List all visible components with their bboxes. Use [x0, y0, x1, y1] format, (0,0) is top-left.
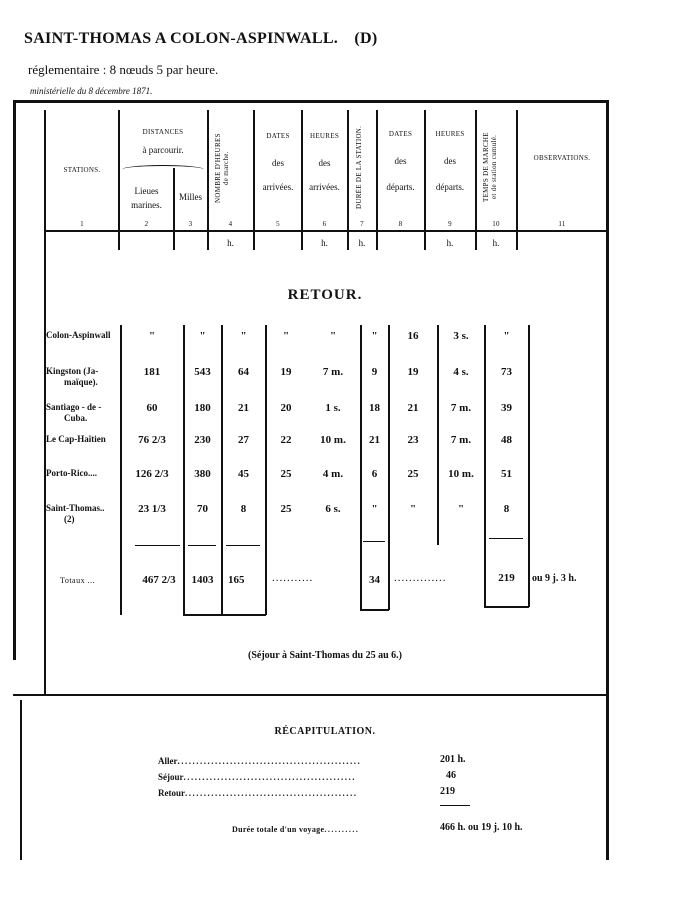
- col-header-distances: DISTANCES: [142, 128, 184, 136]
- station-name: Santiago - de -: [46, 402, 102, 412]
- cell-date-arr: 19: [280, 366, 292, 378]
- cell-date-arr: 25: [280, 468, 292, 480]
- totals-box-bottom: [183, 614, 266, 616]
- dot-leader: ..............................................: [183, 772, 356, 782]
- sum-rule: [135, 545, 180, 546]
- dot-leader: ..............................................: [185, 788, 358, 798]
- recap-aller-value: 201 h.: [440, 754, 466, 765]
- col-sep: [207, 110, 209, 250]
- col-header-dates-dep-3: départs.: [386, 182, 415, 192]
- col-number: 10: [492, 220, 500, 228]
- header-rule: [44, 230, 606, 232]
- recap-total-label: Durée totale d'un voyage: [232, 825, 325, 834]
- col-header-heures-arr-2: des: [318, 158, 331, 168]
- cell-date-dep: ": [409, 503, 417, 515]
- cell-lieues: ": [148, 330, 156, 342]
- speed-line: réglementaire : 8 nœuds 5 par heure.: [28, 62, 219, 77]
- row-station: [46, 503, 105, 525]
- cell-heure-arr: 6 s.: [325, 503, 341, 515]
- recap-sejour-row: [158, 772, 356, 782]
- recap-sejour-value: 46: [446, 770, 456, 781]
- cell-milles: 380: [194, 468, 211, 480]
- recap-retour-row: [158, 788, 358, 798]
- col-number: 9: [448, 220, 452, 228]
- row-station: [46, 330, 111, 341]
- row-station: [46, 402, 101, 424]
- dot-leader: ..........: [324, 825, 360, 834]
- cell-date-arr: ": [282, 330, 290, 342]
- cell-milles: 543: [194, 366, 211, 378]
- sum-rule: [363, 541, 385, 542]
- heures-marche-l1: NOMBRE D'HEURES: [214, 133, 222, 203]
- unit-h: h.: [358, 238, 366, 248]
- temps-l1: TEMPS DE MARCHE: [482, 132, 490, 202]
- title-letter: (D): [354, 30, 378, 47]
- station-name-cont: Cuba.: [64, 413, 88, 423]
- col-number: 2: [144, 220, 149, 228]
- cell-date-dep: 23: [407, 434, 419, 446]
- recap-retour-value: 219: [440, 786, 455, 797]
- cell-temps: 73: [501, 366, 512, 378]
- col-header-heures-marche: [214, 118, 230, 218]
- title-text: SAINT-THOMAS A COLON-ASPINWALL.: [24, 30, 339, 47]
- row-station: [46, 434, 106, 445]
- unit-h: h.: [321, 238, 328, 248]
- sum-rule: [226, 545, 260, 546]
- recap-total-value: 466 h. ou 19 j. 10 h.: [440, 822, 523, 833]
- col-sep: [475, 110, 477, 250]
- cell-heures: 64: [238, 366, 249, 378]
- col-header-heures-dep: HEURES: [435, 130, 465, 138]
- col-header-dates-arr: DATES: [266, 132, 290, 140]
- totals-heures: 165: [228, 574, 245, 586]
- cell-heures: 21: [238, 402, 249, 414]
- cell-milles: 180: [194, 402, 211, 414]
- cell-duree: 6: [371, 468, 378, 480]
- col-header-milles: Milles: [178, 192, 202, 202]
- cell-date-dep: 19: [407, 366, 419, 378]
- cell-heure-dep: 3 s.: [453, 330, 469, 342]
- cell-temps: 8: [503, 503, 510, 515]
- cell-temps: 39: [501, 402, 512, 414]
- cell-lieues: 181: [143, 366, 161, 378]
- station-name: Saint-Thomas..: [46, 503, 105, 513]
- col-header-temps: [482, 112, 498, 222]
- col-number: 1: [80, 220, 84, 228]
- cell-lieues: 126 2/3: [135, 468, 169, 480]
- cell-temps: 48: [501, 434, 512, 446]
- col-header-observations: OBSERVATIONS.: [533, 154, 591, 162]
- unit-h: h.: [446, 238, 454, 248]
- cell-duree: 9: [371, 366, 378, 378]
- cell-milles: 70: [197, 503, 208, 515]
- col-number: 8: [398, 220, 403, 228]
- recap-top-rule: [13, 694, 609, 696]
- station-name: Kingston (Ja-: [46, 366, 99, 376]
- totals-lieues: 467 2/3: [142, 574, 176, 586]
- col-header-stations: STATIONS.: [63, 166, 101, 174]
- cell-date-dep: 21: [407, 402, 419, 414]
- col-header-dates-arr-2: des: [272, 158, 284, 168]
- col-sep: [173, 168, 175, 250]
- cell-temps: ": [503, 330, 510, 342]
- cell-heure-arr: ": [329, 330, 337, 342]
- cell-heure-dep: 7 m.: [450, 434, 472, 446]
- cell-heure-dep: 4 s.: [453, 366, 469, 378]
- cell-date-arr: 25: [280, 503, 292, 515]
- cell-heure-arr: 10 m.: [320, 434, 346, 446]
- body-col-sep: [528, 325, 530, 607]
- sejour-note: (Séjour à Saint-Thomas du 25 au 6.): [247, 650, 402, 661]
- col-sep: [253, 110, 255, 250]
- cell-heure-arr: 1 s.: [325, 402, 341, 414]
- recap-aller-label: Aller: [158, 756, 178, 766]
- cell-temps: 51: [501, 468, 512, 480]
- cell-heures: 8: [240, 503, 247, 515]
- cell-heures: ": [240, 330, 247, 342]
- row-station: [46, 366, 98, 388]
- col-number: 7: [360, 220, 364, 228]
- recap-sum-rule: [440, 805, 470, 806]
- cell-heure-dep: 10 m.: [448, 468, 474, 480]
- totals-duree: 34: [369, 574, 380, 586]
- cell-date-arr: 22: [280, 434, 292, 446]
- unit-h: h.: [492, 238, 500, 248]
- col-header-lieues-sub: marines.: [131, 200, 162, 210]
- distances-brace: [122, 165, 204, 174]
- totals-temps: 219: [498, 572, 515, 584]
- recap-retour-label: Retour: [158, 788, 185, 798]
- col-number: 11: [558, 220, 566, 228]
- cell-milles: ": [199, 330, 206, 342]
- col-header-duree-station: DURÉE DE LA STATION.: [355, 125, 363, 209]
- totals-box-bottom: [360, 609, 389, 611]
- frame-right: [606, 100, 609, 860]
- cell-date-arr: 20: [280, 402, 292, 414]
- totals-observation: ou 9 j. 3 h.: [532, 573, 577, 584]
- cell-heure-arr: 4 m.: [322, 468, 344, 480]
- totals-dotted-leader: ..............: [394, 572, 447, 584]
- col-header-heures-dep-3: départs.: [435, 182, 465, 192]
- sum-rule: [188, 545, 216, 546]
- col-header-dates-arr-3: arrivées.: [262, 182, 294, 192]
- col-number: 5: [276, 220, 280, 228]
- col-number: 6: [322, 220, 327, 228]
- frame-left: [13, 100, 16, 660]
- recap-left-rule: [20, 700, 22, 860]
- station-name: Le Cap-Haïtien: [46, 434, 106, 444]
- totals-box-bottom: [484, 606, 529, 608]
- cell-lieues: 76 2/3: [138, 434, 166, 446]
- cell-heures: 45: [238, 468, 249, 480]
- cell-duree: ": [371, 503, 378, 515]
- col-sep: [301, 110, 303, 250]
- page-title: [24, 30, 378, 48]
- heures-marche-l2: de marche.: [222, 151, 230, 185]
- frame-top: [13, 100, 609, 103]
- section-title-retour: RETOUR.: [287, 287, 363, 303]
- row-station: [46, 468, 97, 479]
- recap-title: RÉCAPITULATION.: [274, 726, 376, 737]
- cell-heure-arr: 7 m.: [322, 366, 344, 378]
- decision-line: ministérielle du 8 décembre 1871.: [30, 86, 153, 96]
- cell-duree: 21: [369, 434, 380, 446]
- temps-l2: et de station cumulé.: [490, 134, 498, 200]
- col-number: 3: [188, 220, 193, 228]
- unit-h: h.: [227, 238, 234, 248]
- col-header-distances-sub: à parcourir.: [142, 145, 184, 155]
- recap-total-row: [232, 825, 359, 834]
- cell-date-dep: 16: [407, 330, 419, 342]
- totals-label: Totaux ...: [60, 576, 96, 585]
- col-sep: [516, 110, 518, 250]
- cell-milles: 230: [194, 434, 211, 446]
- station-name: Colon-Aspinwall: [46, 330, 111, 340]
- cell-lieues: 60: [146, 402, 158, 414]
- station-name-cont: maïque).: [64, 377, 98, 387]
- recap-aller-row: [158, 756, 361, 766]
- cell-duree: 18: [369, 402, 380, 414]
- col-header-lieues: Lieues: [134, 186, 159, 196]
- col-sep: [347, 110, 349, 250]
- dot-leader: .................................................: [177, 756, 362, 766]
- station-name-cont: (2): [64, 514, 75, 524]
- cell-heure-dep: ": [457, 503, 465, 515]
- totals-milles: 1403: [191, 574, 214, 586]
- col-header-dates-dep: DATES: [388, 130, 413, 138]
- col-header-heures-arr: HEURES: [309, 132, 340, 140]
- col-header-heures-arr-3: arrivées.: [309, 182, 340, 192]
- col-header-dates-dep-2: des: [394, 156, 407, 166]
- cell-duree: ": [371, 330, 378, 342]
- col-header-heures-dep-2: des: [444, 156, 456, 166]
- recap-sejour-label: Séjour: [158, 772, 184, 782]
- station-name: Porto-Rico....: [46, 468, 97, 478]
- col-number: 4: [228, 220, 233, 228]
- cell-lieues: 23 1/3: [138, 503, 166, 515]
- cell-heures: 27: [238, 434, 249, 446]
- sum-rule: [489, 538, 523, 539]
- totals-dotted-leader: ...........: [272, 572, 314, 584]
- cell-date-dep: 25: [407, 468, 419, 480]
- cell-heure-dep: 7 m.: [450, 402, 472, 414]
